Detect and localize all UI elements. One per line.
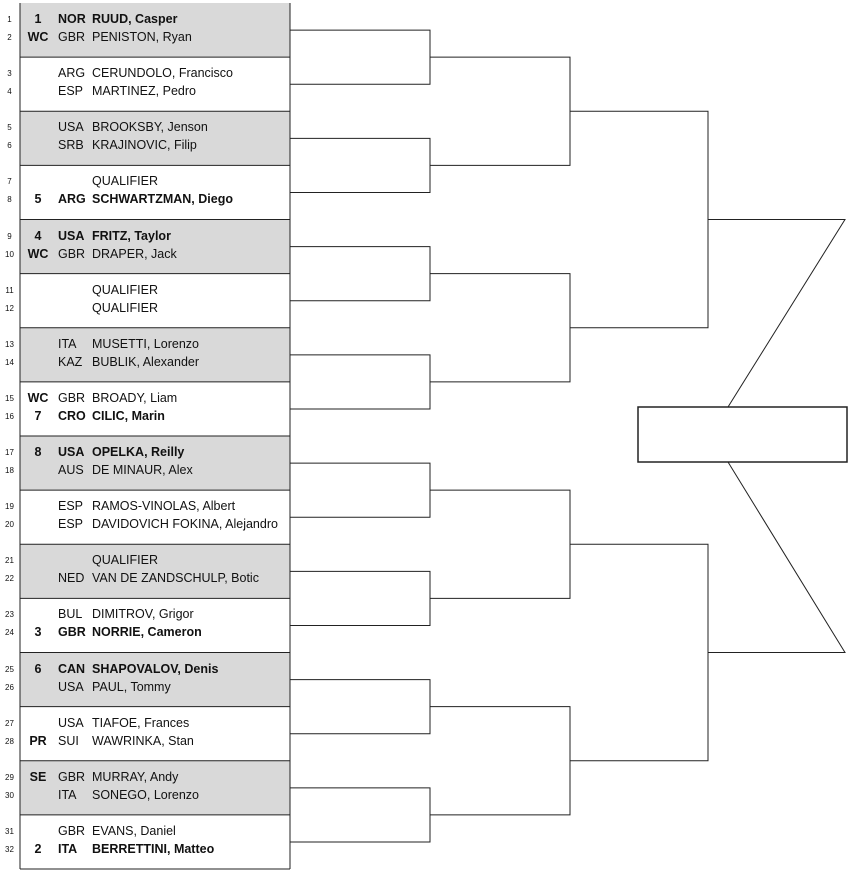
player-name: QUALIFIER — [92, 174, 158, 189]
seed-label: 5 — [34, 192, 42, 207]
draw-entry — [0, 408, 290, 425]
nationality: ITA — [58, 336, 77, 351]
draw-entry — [0, 336, 290, 353]
nationality: GBR — [58, 823, 86, 838]
draw-position: 32 — [5, 844, 14, 854]
seed-label: 3 — [34, 625, 42, 640]
sf-bracket-2 — [570, 544, 708, 761]
draw-entry — [0, 516, 290, 533]
draw-entry — [0, 733, 290, 750]
nationality: ESP — [58, 84, 84, 99]
draw-entry — [0, 841, 290, 858]
nationality: NED — [58, 571, 85, 586]
player-name: OPELKA, Reilly — [92, 445, 185, 459]
seed-label: 6 — [34, 661, 42, 676]
draw-entry — [0, 823, 290, 840]
nationality: USA — [58, 228, 85, 243]
nationality: SUI — [58, 733, 79, 748]
nationality: GBR — [58, 390, 86, 405]
seed-label: 8 — [34, 445, 42, 459]
draw-position: 31 — [5, 826, 14, 836]
draw-entry — [0, 246, 290, 263]
nationality: ARG — [58, 192, 86, 207]
draw-position: 3 — [7, 69, 12, 79]
seed-label: 7 — [34, 408, 42, 423]
player-name: VAN DE ZANDSCHULP, Botic — [92, 571, 259, 586]
nationality: CAN — [58, 661, 86, 676]
nationality: ESP — [58, 499, 84, 514]
r2-bracket-7 — [290, 680, 430, 734]
player-name: MARTINEZ, Pedro — [92, 84, 196, 99]
draw-entry — [0, 83, 290, 100]
player-name: PAUL, Tommy — [92, 679, 171, 694]
nationality: ESP — [58, 517, 84, 532]
draw-position: 5 — [7, 123, 12, 133]
nationality: CRO — [58, 408, 86, 423]
seed-label: 4 — [34, 228, 42, 243]
r2-bracket-1 — [290, 30, 430, 84]
draw-position: 27 — [5, 718, 14, 728]
seed-label: WC — [27, 246, 49, 261]
draw-position: 22 — [5, 574, 14, 584]
player-name: DIMITROV, Grigor — [92, 607, 194, 622]
draw-entry — [0, 787, 290, 804]
player-name: DRAPER, Jack — [92, 246, 177, 261]
draw-position: 25 — [5, 664, 14, 674]
draw-entry — [0, 228, 290, 245]
draw-entry — [0, 570, 290, 587]
player-name: SCHWARTZMAN, Diego — [92, 192, 233, 207]
nationality: GBR — [58, 625, 86, 640]
r2-bracket-6 — [290, 571, 430, 625]
draw-entry — [0, 11, 290, 28]
draw-position: 17 — [5, 448, 14, 457]
draw-entry — [0, 444, 290, 461]
nationality: USA — [58, 715, 84, 730]
nationality: KAZ — [58, 354, 83, 369]
draw-position: 9 — [7, 231, 12, 241]
nationality: USA — [58, 445, 85, 459]
draw-position: 7 — [7, 177, 12, 187]
player-name: TIAFOE, Frances — [92, 715, 190, 730]
player-name: BROOKSBY, Jenson — [92, 120, 208, 135]
seed-label: WC — [27, 30, 49, 44]
draw-entry — [0, 137, 290, 154]
nationality: ITA — [58, 787, 77, 802]
player-name: FRITZ, Taylor — [92, 228, 171, 243]
draw-position: 8 — [7, 195, 12, 205]
qf-bracket-2 — [430, 274, 570, 382]
draw-entry — [0, 29, 290, 46]
qf-bracket-1 — [430, 57, 570, 165]
nationality: ITA — [58, 841, 78, 856]
r2-bracket-8 — [290, 788, 430, 842]
player-name: DAVIDOVICH FOKINA, Alejandro — [92, 517, 278, 532]
nationality: NOR — [58, 12, 86, 26]
draw-position: 6 — [7, 141, 12, 151]
draw-position: 15 — [5, 393, 14, 403]
draw-entry — [0, 119, 290, 136]
draw-position: 13 — [5, 339, 14, 349]
player-name: QUALIFIER — [92, 553, 158, 568]
player-name: PENISTON, Ryan — [92, 30, 192, 44]
final-line-bottom — [708, 462, 845, 653]
player-name: RUUD, Casper — [92, 12, 178, 26]
draw-position: 30 — [5, 790, 14, 800]
draw-position: 20 — [5, 520, 14, 530]
draw-entry — [0, 679, 290, 696]
draw-entry — [0, 282, 290, 299]
player-name: DE MINAUR, Alex — [92, 463, 193, 477]
nationality: USA — [58, 120, 84, 135]
draw-position: 29 — [5, 772, 14, 782]
draw-position: 10 — [5, 249, 14, 259]
r2-bracket-5 — [290, 463, 430, 517]
nationality: USA — [58, 679, 84, 694]
player-name: QUALIFIER — [92, 282, 158, 297]
draw-position: 1 — [7, 15, 12, 24]
player-name: CILIC, Marin — [92, 408, 165, 423]
qf-bracket-3 — [430, 490, 570, 598]
draw-entry — [0, 552, 290, 569]
seed-label: SE — [29, 769, 47, 784]
draw-entry — [0, 173, 290, 190]
nationality: SRB — [58, 138, 84, 153]
draw-position: 11 — [5, 285, 14, 295]
draw-entry — [0, 462, 290, 479]
nationality: GBR — [58, 769, 86, 784]
final-line-top — [708, 220, 845, 408]
seed-label: 2 — [34, 841, 42, 856]
draw-entry — [0, 300, 290, 317]
draw-position: 19 — [5, 502, 14, 512]
champion-box — [638, 407, 847, 462]
draw-entry — [0, 624, 290, 641]
seed-label: WC — [27, 390, 49, 405]
player-name: MURRAY, Andy — [92, 769, 179, 784]
draw-position: 26 — [5, 682, 14, 692]
player-name: RAMOS-VINOLAS, Albert — [92, 499, 236, 514]
nationality: GBR — [58, 246, 86, 261]
qf-bracket-4 — [430, 707, 570, 815]
draw-position: 2 — [7, 33, 12, 42]
draw-entry — [0, 715, 290, 732]
nationality: ARG — [58, 66, 86, 81]
draw-position: 28 — [5, 736, 14, 746]
draw-entry — [0, 769, 290, 786]
draw-entry — [0, 390, 290, 407]
draw-position: 16 — [5, 411, 14, 421]
player-name: QUALIFIER — [92, 300, 158, 315]
draw-position: 21 — [5, 556, 14, 566]
draw-entry — [0, 498, 290, 515]
draw-entry — [0, 661, 290, 678]
seed-label: PR — [29, 733, 47, 748]
player-name: NORRIE, Cameron — [92, 625, 202, 640]
draw-position: 24 — [5, 628, 14, 638]
nationality: GBR — [58, 30, 86, 44]
draw-position: 23 — [5, 610, 14, 620]
draw-position: 18 — [5, 466, 14, 475]
draw-entry — [0, 191, 290, 208]
draw-entry — [0, 606, 290, 623]
draw-position: 12 — [5, 303, 14, 313]
player-name: SONEGO, Lorenzo — [92, 787, 199, 802]
player-name: WAWRINKA, Stan — [92, 733, 194, 748]
r2-bracket-2 — [290, 138, 430, 192]
draw-entry — [0, 65, 290, 82]
player-name: SHAPOVALOV, Denis — [92, 661, 219, 676]
draw-position: 4 — [7, 87, 12, 97]
player-name: EVANS, Daniel — [92, 823, 176, 838]
r2-bracket-3 — [290, 247, 430, 301]
player-name: KRAJINOVIC, Filip — [92, 138, 197, 153]
seed-label: 1 — [34, 12, 42, 26]
player-name: CERUNDOLO, Francisco — [92, 66, 233, 81]
nationality: BUL — [58, 607, 83, 622]
player-name: BROADY, Liam — [92, 390, 178, 405]
draw-entry — [0, 354, 290, 371]
nationality: AUS — [58, 463, 84, 477]
sf-bracket-1 — [570, 111, 708, 328]
r2-bracket-4 — [290, 355, 430, 409]
player-name: MUSETTI, Lorenzo — [92, 336, 199, 351]
player-name: BUBLIK, Alexander — [92, 354, 200, 369]
draw-position: 14 — [5, 357, 14, 367]
player-name: BERRETTINI, Matteo — [92, 841, 215, 856]
